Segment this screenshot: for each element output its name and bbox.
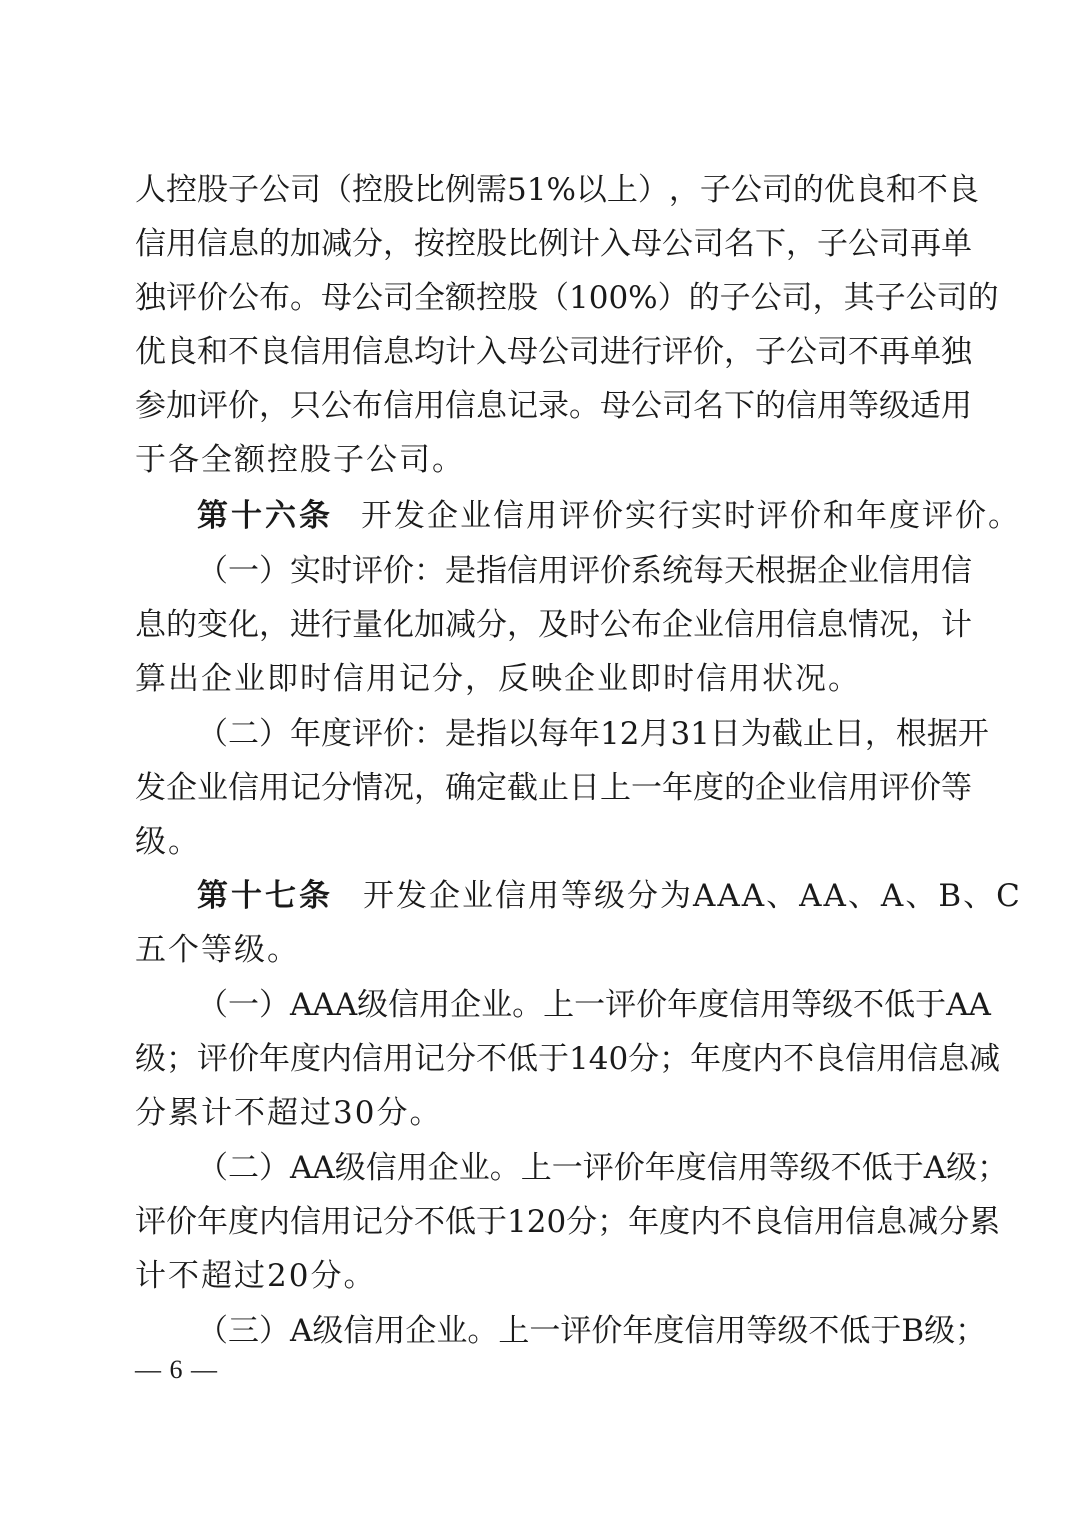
article-16-heading: 第十六条 — [197, 498, 333, 534]
article-17-item-1-line: 级 ； 评 价 年 度 内 信 用 记 分 不 低 于 140 分 ； 年 度 内 不 良 信 用 信 息 减 — [135, 1041, 1001, 1077]
paragraph-line: 独 评 价 公 布 。 母 公 司 全 额 控 股 （ 100% ） 的 子 公 司 ， 其 子 公 司 的 — [135, 280, 999, 316]
article-16-item-2-line: 级。 — [135, 824, 201, 860]
paragraph-line: 信 用 信 息 的 加 减 分 ， 按 控 股 比 例 计 入 母 公 司 名 下 ， 子 公 司 再 单 — [135, 226, 972, 262]
article-17-text-cont: 五个等级。 — [135, 932, 300, 968]
article-16-text: 开发企业信用评价实行实时评价和年度评价。 — [361, 498, 1021, 534]
article-16-item-1-line: （ 一 ） 实 时 评 价 ： 是 指 信 用 评 价 系 统 每 天 根 据 企 业 信 用 信 — [197, 553, 972, 589]
article-17-text: 开发企业信用等级分为AAA、AA、A、B、C — [363, 878, 1022, 914]
article-17-item-3-line: （ 三 ） A 级 信 用 企 业 。 上 一 评 价 年 度 信 用 等 级 不 低 于 B 级 ； — [197, 1313, 987, 1349]
article-16-item-2-line: 发 企 业 信 用 记 分 情 况 ， 确 定 截 止 日 上 一 年 度 的 企 业 信 用 评 价 等 — [135, 770, 972, 806]
page-number: — 6 — — [135, 1355, 218, 1384]
article-17-item-2-line: 计不超过20分。 — [135, 1258, 377, 1294]
article-17-item-2-line: 评 价 年 度 内 信 用 记 分 不 低 于 120 分 ； 年 度 内 不 良 信 用 信 息 减 分 累 — [135, 1204, 1001, 1240]
paragraph-line: 优 良 和 不 良 信 用 信 息 均 计 入 母 公 司 进 行 评 价 ， 子 公 司 不 再 单 独 — [135, 334, 972, 370]
article-16 — [197, 496, 1021, 536]
article-17-item-1-line: 分累计不超过30分。 — [135, 1095, 443, 1131]
article-16-item-1-line: 算出企业即时信用记分，反映企业即时信用状况。 — [135, 661, 861, 697]
article-17-item-1-line: （ 一 ） AAA 级 信 用 企 业 。 上 一 评 价 年 度 信 用 等 级 不 低 于 AA — [197, 987, 991, 1023]
article-16-item-1-line: 息 的 变 化 ， 进 行 量 化 加 减 分 ， 及 时 公 布 企 业 信 用 信 息 情 况 ， 计 — [135, 607, 972, 643]
article-17-item-2-line: （ 二 ） AA 级 信 用 企 业 。 上 一 评 价 年 度 信 用 等 级 不 低 于 A 级 ； — [197, 1150, 1009, 1186]
paragraph-line: 于各全额控股子公司。 — [135, 442, 465, 478]
paragraph-line: 人 控 股 子 公 司 （ 控 股 比 例 需 51% 以 上 ） ， 子 公 司 的 优 良 和 不 良 — [135, 172, 979, 208]
paragraph-line: 参 加 评 价 ， 只 公 布 信 用 信 息 记 录 。 母 公 司 名 下 的 信 用 等 级 适 用 — [135, 388, 972, 424]
article-17 — [197, 876, 1022, 916]
article-17-heading: 第十七条 — [197, 878, 333, 914]
article-16-item-2-line: （ 二 ） 年 度 评 价 ： 是 指 以 每 年 12 月 31 日 为 截 止 日 ， 根 据 开 — [197, 716, 989, 752]
